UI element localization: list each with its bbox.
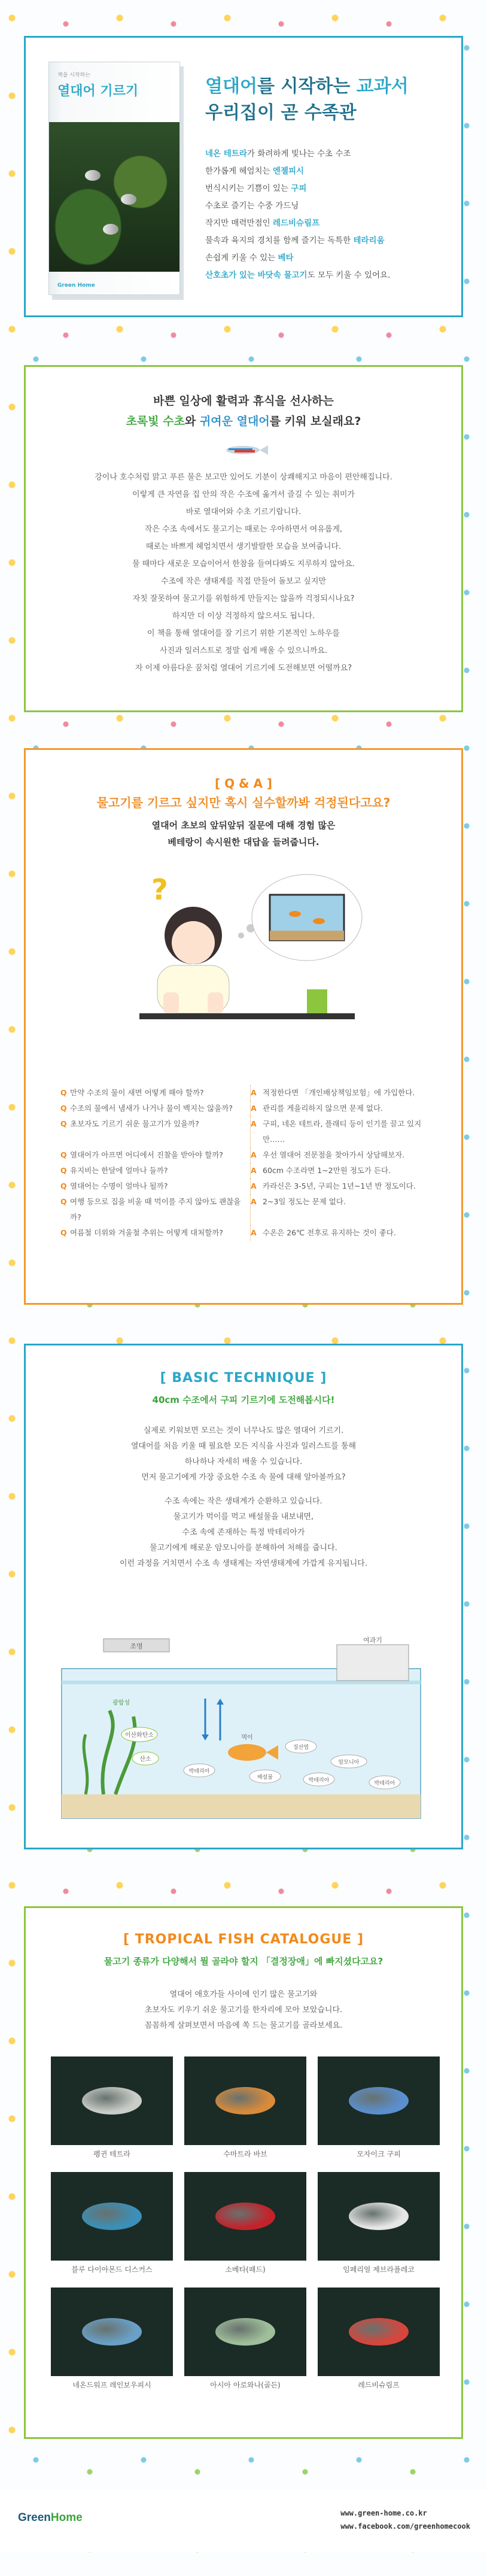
fish-name: 네온드워프 레인보우피시	[72, 2381, 151, 2389]
fish-photo	[51, 2056, 173, 2145]
bacteria-label-3: 박테리아	[374, 1781, 395, 1787]
list-item: 산호초가 있는 바닷속 물고기도 모두 키울 수 있어요.	[205, 271, 391, 280]
facebook-link[interactable]: www.facebook.com/greenhomecook	[340, 2522, 470, 2531]
fish-photo	[184, 2056, 306, 2145]
book-small-title: 책을 시작하는	[57, 72, 91, 78]
fish-photo	[51, 2288, 173, 2376]
book-publisher: Green Home	[57, 282, 95, 288]
qa-row: Q 열대어가 아프면 어디에서 진찰을 받아야 할까? A 우선 열대어 전문점을 찾아가서 상담해보자.	[60, 1147, 431, 1163]
book-intro-panel	[24, 36, 463, 317]
waste-label: 배설물	[257, 1775, 273, 1781]
basic-technique-panel	[24, 1344, 463, 1849]
thinking-woman-illustration	[127, 864, 363, 1061]
fish-photo	[318, 2288, 440, 2376]
fish-name: 레드비슈림프	[358, 2381, 400, 2389]
qa-row: Q 만약 수조의 물이 새면 어떻게 해야 할까? A 적정한다면 「개인배상책임보험」에 가입한다.	[60, 1085, 431, 1101]
fish-photo	[51, 2172, 173, 2261]
intro-body: 강이나 호수처럼 맑고 푸른 물은 보고만 있어도 기분이 상쾌해지고 마음이 편안해집니다. 이렇게 큰 자연을 집 안의 작은 수조에 옮겨서 즐길 수 있는 취미가 바로 열대어와 수초 기르기랍니다. 작은 수조 속에서도 물고기는 때로는 우아하면서 여유롭게, 때로는 바쁘게 헤엄치면서 생기발랄한 모습을 보여줍니다. 물 때마다 새로운 모습이어서 한참을 들여다봐도 지루하지 않아요. 수조에 작은 생태계를 직접 만들어 돌보고 싶지만 자칫 잘못하여 물고기를 위험하게 만들지는 않을까 걱정되시나요? 하지만 더 이상 걱정하지 않으셔도 됩니다. 이 책을 통해 열대어를 잘 기르기 위한 기본적인 노하우를 사진과 일러스트로 정말 쉽게 배울 수 있으니까요. 자 이제 아름다운 꿈처럼 열대어 기르기에 도전해보면 어떨까요?	[95, 473, 392, 673]
website-link[interactable]: www.green-home.co.kr	[340, 2509, 427, 2517]
catalogue-heading: [ TROPICAL FISH CATALOGUE ]	[123, 1932, 364, 1947]
fish-card	[184, 2056, 306, 2159]
technique-subheading: 40cm 수조에서 구피 기르기에 도전해봅시다!	[152, 1395, 335, 1405]
fish-name: 수마트라 바브	[223, 2150, 267, 2158]
footer-links	[340, 2507, 470, 2533]
fish-photo	[184, 2172, 306, 2261]
book-big-title: 열대어 기르기	[57, 83, 139, 99]
fish-name: 펭귄 테트라	[93, 2150, 130, 2158]
fish-name: 임페리얼 제브라플레코	[343, 2265, 415, 2274]
photosynthesis-label: 광합성	[112, 1700, 130, 1706]
feature-list	[205, 145, 456, 284]
fish-photo	[184, 2288, 306, 2376]
fish-name: 블루 다이아몬드 디스커스	[71, 2265, 153, 2274]
fish-card	[184, 2288, 306, 2390]
fish-card	[51, 2288, 173, 2390]
fish-card	[318, 2056, 440, 2159]
fish-name: 소베타(패드)	[225, 2265, 266, 2274]
fish-name: 아시아 아로와나(골든)	[210, 2381, 281, 2389]
catalogue-body: 열대어 애호가들 사이에 인기 많은 물고기와 초보자도 키우기 쉬운 물고기를 한자리에 모아 보았습니다. 꼼꼼하게 살펴보면서 마음에 쏙 드는 물고기를 골라보세요.	[144, 1990, 343, 2030]
technique-heading: [ BASIC TECHNIQUE ]	[160, 1371, 327, 1386]
publisher-logo: GreenHome	[18, 2511, 83, 2524]
qa-subheading: 열대어 초보의 앞뒤앞뒤 질문에 대해 경험 많은 베테랑이 속시원한 대답을 들려줍니다.	[151, 820, 336, 847]
svg-text:?: ?	[151, 873, 168, 907]
qa-row: Q 여행 등으로 집을 비울 때 먹이를 주지 않아도 괜찮을까? A 2~3일 정도는 문제 없다.	[60, 1194, 431, 1225]
list-item: 손쉽게 키울 수 있는 베타	[205, 253, 294, 263]
qa-row: Q 열대어는 수명이 얼마나 될까? A 카라신은 3-5년, 구피는 1년~1년 반 정도이다.	[60, 1178, 431, 1194]
fish-card	[51, 2172, 173, 2274]
qa-row: Q 유지비는 한달에 얼마나 들까? A 60cm 수조라면 1~2만원 정도가 든다.	[60, 1163, 431, 1178]
qa-panel	[24, 748, 463, 1305]
fish-name: 모자이크 구피	[357, 2150, 401, 2158]
qa-row: Q 여름철 더위와 겨울철 추위는 어떻게 대처할까? A 수온은 26℃ 전후로 유지하는 것이 좋다.	[60, 1225, 431, 1241]
fish-card	[318, 2172, 440, 2274]
intro-panel	[24, 365, 463, 712]
co2-label: 이산화탄소	[124, 1732, 154, 1739]
qa-list	[60, 1085, 431, 1241]
list-item: 번식시키는 기쁨이 있는 구피	[205, 184, 307, 193]
qa-row: Q 수조의 물에서 냄새가 나거나 물이 백지는 않을까? A 관리를 게을리하지 않으면 문제 없다.	[60, 1101, 431, 1116]
intro-heading: 바쁜 일상에 활력과 휴식을 선사하는 초록빛 수초와 귀여운 열대어를 키워 보실래요?	[126, 394, 361, 428]
nitrate-label: 질산염	[293, 1745, 309, 1751]
fish-catalogue-panel	[24, 1906, 463, 2439]
list-item: 작지만 매력만점인 레드비슈림프	[205, 218, 320, 228]
bacteria-label-2: 박테리아	[308, 1778, 330, 1784]
section1-headline: 열대어를 시작하는 교과서 우리집이 곧 수족관	[205, 76, 409, 123]
filter-label: 여과기	[363, 1636, 382, 1644]
fish-card	[184, 2172, 306, 2274]
fish-photo	[318, 2056, 440, 2145]
neon-fish-icon	[221, 443, 269, 457]
food-label: 먹이	[241, 1734, 253, 1741]
oxygen-label: 산소	[139, 1756, 151, 1763]
bacteria-label-1: 박테리아	[188, 1769, 210, 1775]
catalogue-subheading: 물고기 종류가 다양해서 뭘 골라야 할지 「결정장애」에 빠지셨다고요?	[104, 1956, 383, 1967]
list-item: 한가롭게 헤엄치는 엔젤피시	[205, 166, 305, 176]
list-item: 네온 테트라가 화려하게 빛나는 수초 수조	[205, 149, 351, 159]
ammonia-label: 암모니아	[338, 1760, 360, 1766]
fish-card	[51, 2056, 173, 2159]
technique-body: 실제로 키워보면 모르는 것이 너무나도 많은 열대어 기르기. 열대어를 처음 키울 때 필요한 모든 지식을 사진과 일러스트를 통해 하나하나 자세히 배울 수 있습니다. 먼저 물고기에게 가장 중요한 수조 속 물에 대해 알아볼까요? 수조 속에는 작은 생태계가 순환하고 있습니다. 물고기가 먹이를 먹고 배설물을 내보내면, 수조 속에 존재하는 특정 박테리아가 물고기에게 해로운 암모니아를 분해하여 처해를 줍니다. 이런 과정을 거치면서 수조 속 생태계는 자연생태계에 가깝게 유지됩니다.	[120, 1426, 367, 1568]
fish-grid	[51, 2056, 440, 2390]
qa-row: Q 초보자도 기르기 쉬운 물고기가 있을까? A 구피, 네온 테트라, 플래티 등이 인기를 끌고 있지만……	[60, 1116, 431, 1147]
footer	[0, 2490, 487, 2552]
light-label: 조명	[130, 1642, 143, 1650]
fish-card	[318, 2288, 440, 2390]
fish-photo	[318, 2172, 440, 2261]
aquarium-cycle-diagram	[50, 1633, 441, 1824]
list-item: 수초로 즐기는 수중 가드닝	[205, 201, 299, 211]
book-cover-photo	[49, 122, 179, 272]
book-cover	[48, 62, 180, 295]
list-item: 물속과 육지의 경치를 함께 즐기는 독특한 테라리움	[205, 236, 385, 245]
qa-heading: [ Q & A ] 물고기를 기르고 싶지만 혹시 실수할까봐 걱정된다고요?	[96, 776, 391, 810]
